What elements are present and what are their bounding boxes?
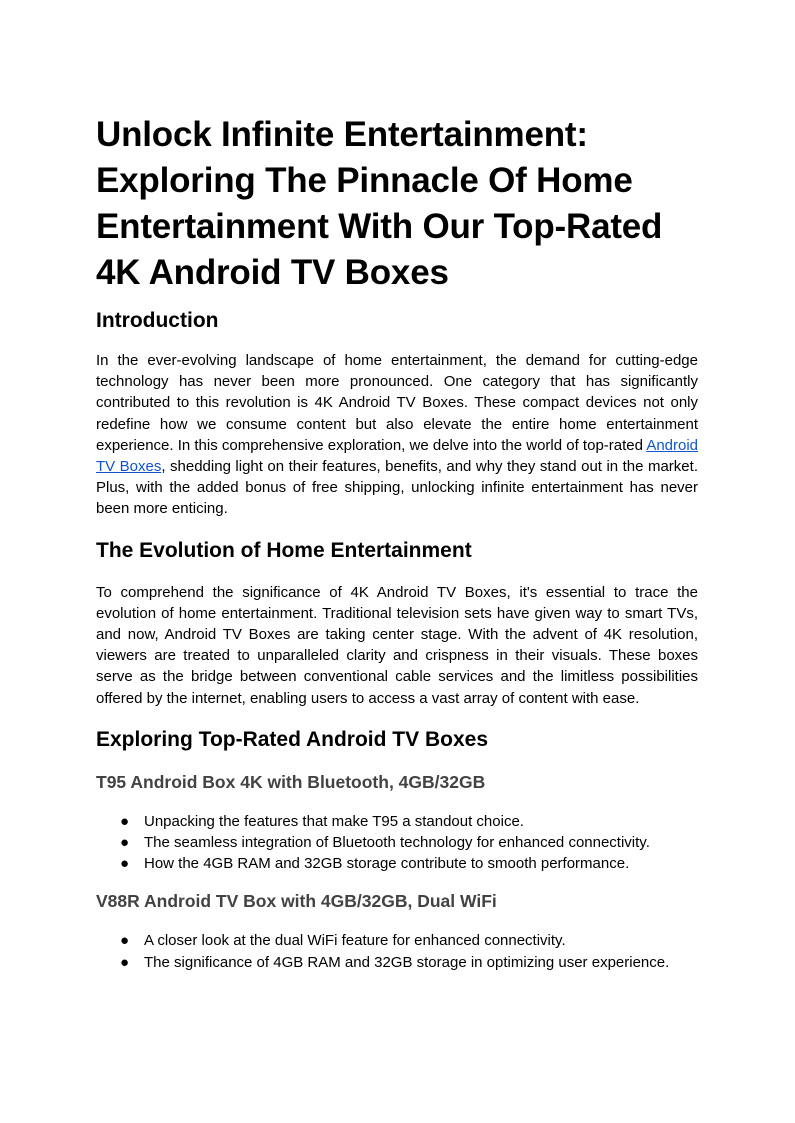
bullet-icon: ● — [120, 855, 130, 873]
v88r-bullet-list — [96, 930, 698, 972]
list-item-text: The seamless integration of Bluetooth technology for enhanced connectivity. — [144, 834, 650, 852]
document-title: Unlock Infinite Entertainment: Exploring The Pinnacle Of Home Entertainment With Our Top-Rated 4K Android TV Boxes — [96, 115, 663, 292]
intro-text-before-link: In the ever-evolving landscape of home entertainment, the demand for cutting-edge technology has never been more pronounced. One category that has significantly contributed to this revolution is 4K Android TV Boxes. These compact devices not only redefine how we consume content but also elevate the entire home entertainment experience. In this comprehensive exploration, we delve into the world of top-rated — [96, 352, 698, 454]
list-item — [96, 930, 698, 951]
document-page — [96, 112, 698, 973]
introduction-heading: Introduction — [96, 309, 219, 332]
evolution-paragraph: To comprehend the significance of 4K Android TV Boxes, it's essential to trace the evolution of home entertainment. Traditional television sets have given way to smart TVs, and now, Android TV Boxes are taking center stage. With the advent of 4K resolution, viewers are treated to unparalleled clarity and crispness in their visuals. These boxes serve as the bridge between conventional cable services and the limitless possibilities offered by the internet, enabling users to access a vast array of content with ease. — [96, 583, 698, 707]
list-item-text: A closer look at the dual WiFi feature for enhanced connectivity. — [144, 932, 566, 950]
list-item-text: Unpacking the features that make T95 a standout choice. — [144, 812, 524, 830]
list-item — [96, 811, 698, 832]
evolution-heading: The Evolution of Home Entertainment — [96, 538, 472, 562]
bullet-icon: ● — [120, 812, 130, 830]
exploring-heading: Exploring Top-Rated Android TV Boxes — [96, 727, 489, 751]
list-item-text: The significance of 4GB RAM and 32GB storage in optimizing user experience. — [144, 953, 670, 971]
android-tv-boxes-link[interactable]: Android TV Boxes — [96, 436, 699, 476]
introduction-paragraph — [96, 350, 698, 520]
list-item — [96, 952, 698, 973]
t95-bullet-list — [96, 811, 698, 875]
bullet-icon: ● — [120, 953, 130, 971]
intro-text-after-link: , shedding light on their features, benefits, and why they stand out in the market. Plus, with the added bonus of free shipping, unlocking infinite entertainment has never been more enticing. — [96, 458, 698, 518]
list-item-text: How the 4GB RAM and 32GB storage contribute to smooth performance. — [144, 855, 630, 873]
v88r-product-heading: V88R Android TV Box with 4GB/32GB, Dual WiFi — [96, 891, 497, 912]
bullet-icon: ● — [120, 834, 130, 852]
list-item — [96, 832, 698, 853]
t95-product-heading: T95 Android Box 4K with Bluetooth, 4GB/32GB — [96, 771, 486, 792]
bullet-icon: ● — [120, 932, 130, 950]
list-item — [96, 853, 698, 874]
